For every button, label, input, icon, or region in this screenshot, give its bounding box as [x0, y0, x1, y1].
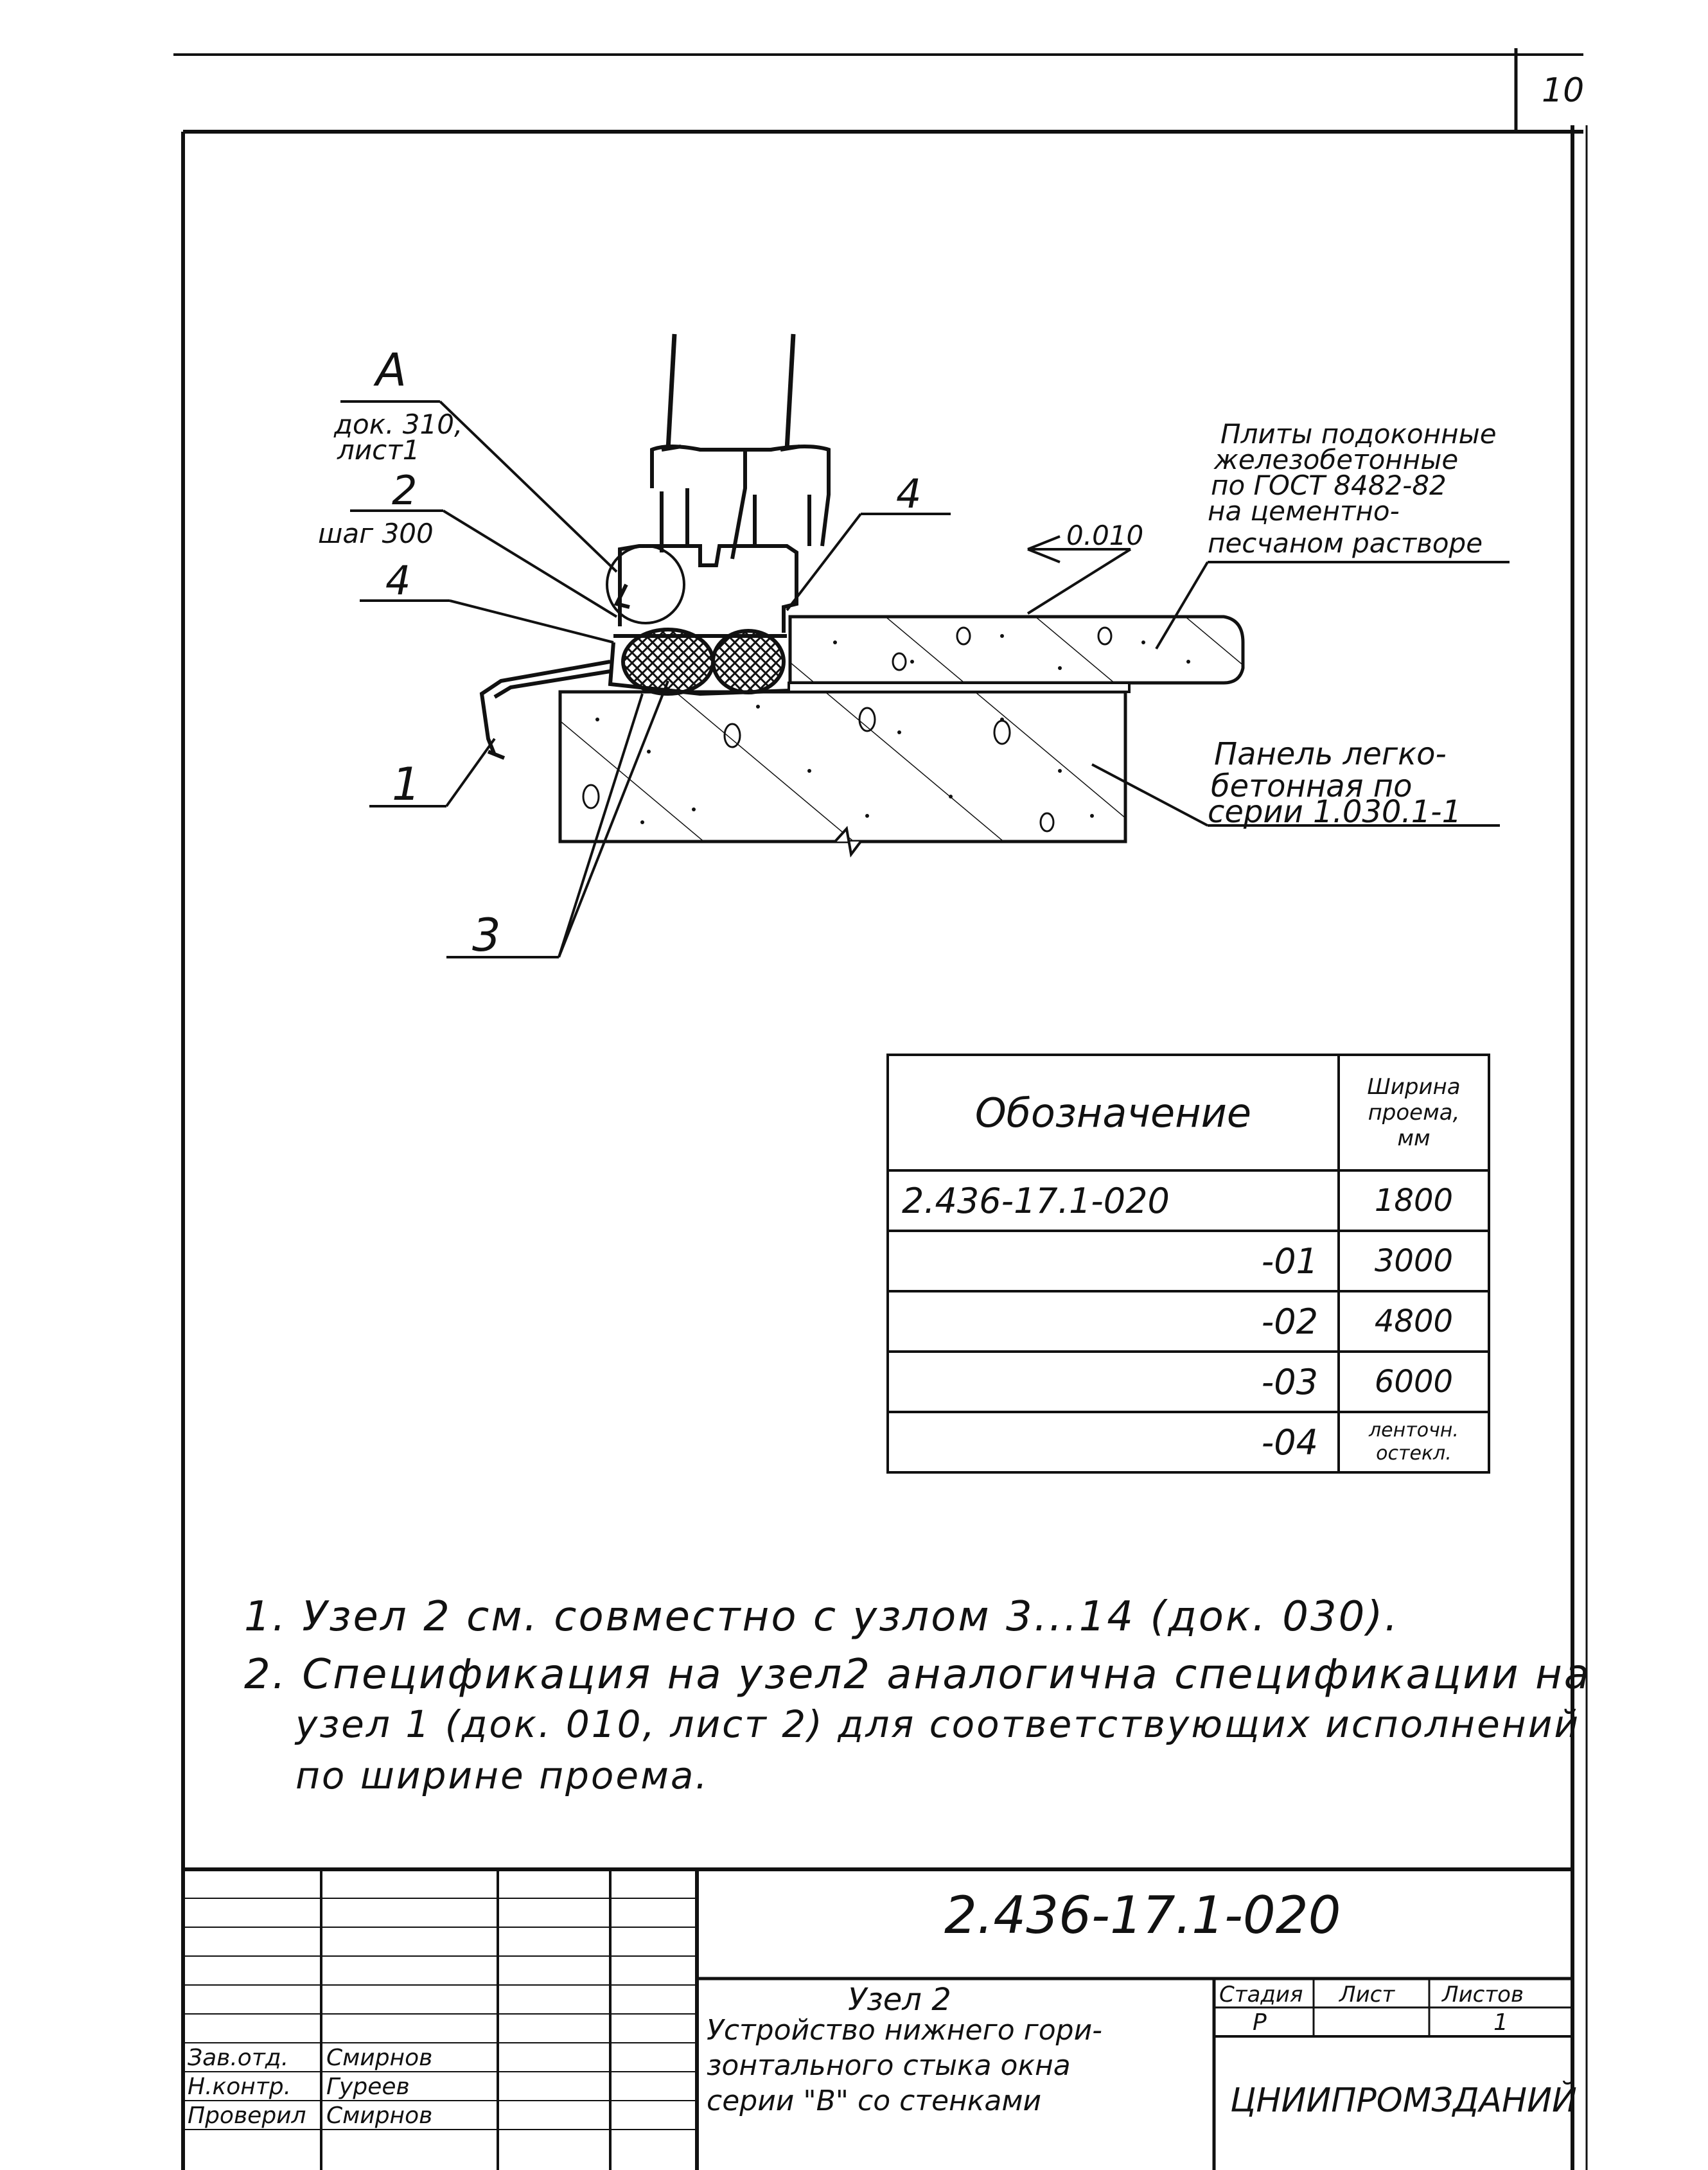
sill-plate: [789, 617, 1243, 692]
row-suffix: -01: [888, 1231, 1339, 1291]
title-line-4: серии "В" со стенками: [707, 2085, 1042, 2117]
sill-plate-note-line5: песчаном растворе: [1208, 527, 1483, 559]
sill-plate-note-line1: Плиты подоконные: [1220, 418, 1497, 450]
row-width: 6000: [1339, 1352, 1489, 1412]
row-width: 1800: [1339, 1170, 1489, 1231]
callout-4-left: 4: [385, 557, 411, 604]
doc-code: 2.436-17.1-020: [944, 1885, 1341, 1945]
signer-role: Проверил: [188, 2103, 306, 2129]
row-width: 3000: [1339, 1231, 1489, 1291]
header-width-line1: Ширина: [1367, 1074, 1461, 1100]
sill-plate-note-line4: на цементно-: [1208, 495, 1400, 527]
sheets-value: 1: [1493, 2009, 1508, 2036]
sill-plate-note-line2: железобетонные: [1214, 444, 1459, 475]
title-line-3: зонтального стыка окна: [707, 2049, 1071, 2082]
signer-name: Гуреев: [326, 2074, 410, 2100]
signer-role: Зав.отд.: [188, 2045, 289, 2071]
signer-role: Н.контр.: [188, 2074, 292, 2100]
window-frame-profile: [613, 334, 829, 636]
callout-a-ref-line1: док. 310,: [334, 409, 463, 440]
signer-name: Смирнов: [326, 2045, 433, 2071]
header-width-line3: мм: [1397, 1125, 1431, 1151]
row-width: ленточн. остекл.: [1339, 1412, 1489, 1472]
header-width-line2: проема,: [1368, 1100, 1460, 1125]
callout-a-letter: А: [376, 344, 407, 396]
stage-label: Стадия: [1219, 1982, 1303, 2007]
note-line-2: 2. Спецификация на узел2 аналогична спецификации на: [244, 1651, 1591, 1698]
title-line-1: Узел 2: [848, 1982, 951, 2018]
row-width: 4800: [1339, 1291, 1489, 1352]
header-designation: Обозначение: [888, 1055, 1339, 1170]
note-line-4: по ширине проема.: [295, 1754, 709, 1797]
header-width: [1339, 1055, 1489, 1170]
panel-note-line1: Панель легко-: [1214, 736, 1447, 772]
callout-a-ref-line2: лист1: [337, 434, 420, 466]
callout-3: 3: [472, 909, 501, 962]
callout-4-right: 4: [896, 470, 922, 517]
sheets-label: Листов: [1442, 1982, 1524, 2007]
opening-width-table: [886, 1054, 1490, 1474]
stage-value: Р: [1253, 2009, 1267, 2036]
sheet-label: Лист: [1339, 1982, 1395, 2007]
level-mark: 0.010: [1066, 520, 1144, 551]
sheet-number: 10: [1542, 71, 1585, 110]
signer-name: Смирнов: [326, 2103, 433, 2129]
organization: ЦНИИПРОМЗДАНИЙ: [1230, 2081, 1577, 2120]
panel-note-line3: серии 1.030.1-1: [1208, 794, 1462, 830]
callout-1: 1: [392, 758, 421, 811]
callout-2-number: 2: [392, 467, 418, 514]
row-suffix: -04: [888, 1412, 1339, 1472]
callout-2-step: шаг 300: [318, 518, 434, 549]
title-line-2: Устройство нижнего гори-: [707, 2014, 1103, 2047]
row-suffix: -03: [888, 1352, 1339, 1412]
note-line-3: узел 1 (док. 010, лист 2) для соответствующих исполнений: [295, 1702, 1581, 1746]
seal-strips: [623, 630, 784, 694]
sill-plate-note-line3: по ГОСТ 8482-82: [1211, 470, 1447, 501]
row-designation: 2.436-17.1-020: [888, 1170, 1339, 1231]
row-suffix: -02: [888, 1291, 1339, 1352]
panel-note-line2: бетонная по: [1211, 768, 1413, 804]
wall-panel: [560, 692, 1125, 854]
note-line-1: 1. Узел 2 см. совместно с узлом 3...14 (док. 030).: [244, 1593, 1400, 1641]
